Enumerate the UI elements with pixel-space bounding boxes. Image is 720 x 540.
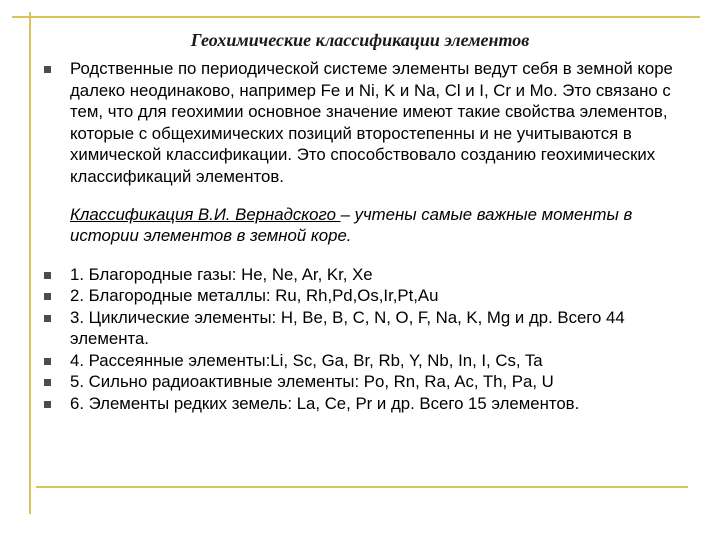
item-text-3: 3. Циклические элементы: H, Be, B, C, N, O, F, Na, K, Mg и др. Всего 44 элемента. <box>70 307 625 349</box>
bullet-item-4 <box>70 350 692 372</box>
vernadsky-link[interactable]: Классификация В.И. Вернадского <box>70 204 341 224</box>
item-text-2: 2. Благородные металлы: Ru, Rh,Pd,Os,Ir,Pt,Au <box>70 286 439 306</box>
bullet-item-3 <box>70 307 692 350</box>
item-text-5: 5. Сильно радиоактивные элементы: Po, Rn, Ra, Ac, Th, Pa, U <box>70 372 554 392</box>
slide-title: Геохимические классификации элементов <box>190 30 530 50</box>
bullet-square-icon <box>44 379 51 386</box>
bullet-square-icon <box>44 293 51 300</box>
bullet-square-icon <box>44 315 51 322</box>
item-text-4: 4. Рассеянные элементы:Li, Sc, Ga, Br, Rb, Y, Nb, In, I, Cs, Ta <box>70 350 543 370</box>
bullet-item-intro <box>70 58 692 187</box>
slide-body <box>70 58 692 414</box>
bullet-item-5 <box>70 371 692 393</box>
vernadsky-text: – учтены самые важные моменты в истории элементов в земной коре. <box>70 204 633 246</box>
bullet-item-6 <box>70 393 692 415</box>
frame-vertical-line <box>29 12 31 514</box>
item-text-1: 1. Благородные газы: He, Ne, Ar, Kr, Xe <box>70 264 373 284</box>
bullet-item-1 <box>70 264 692 286</box>
bullet-square-icon <box>44 272 51 279</box>
bullet-square-icon <box>44 358 51 365</box>
vernadsky-paragraph <box>70 204 692 247</box>
bullet-square-icon <box>44 66 51 73</box>
bullet-item-2 <box>70 285 692 307</box>
item-text-6: 6. Элементы редких земель: La, Ce, Pr и др. Всего 15 элементов. <box>70 393 580 413</box>
frame-bottom-line <box>36 486 688 488</box>
frame-top-line <box>12 16 700 18</box>
intro-text: Родственные по периодической системе элементы ведут себя в земной коре далеко неодинаково, например Fe и Ni, K и Na, Cl и I, Cr и Mo. Это связано с тем, что для геохимии основное значение имеют такие свойства элементов, которые с общехимических позиций второстепенны и не учитываются в химической классификации. Это способствовало созданию геохимических классификаций элементов. <box>70 59 673 186</box>
bullet-square-icon <box>44 401 51 408</box>
